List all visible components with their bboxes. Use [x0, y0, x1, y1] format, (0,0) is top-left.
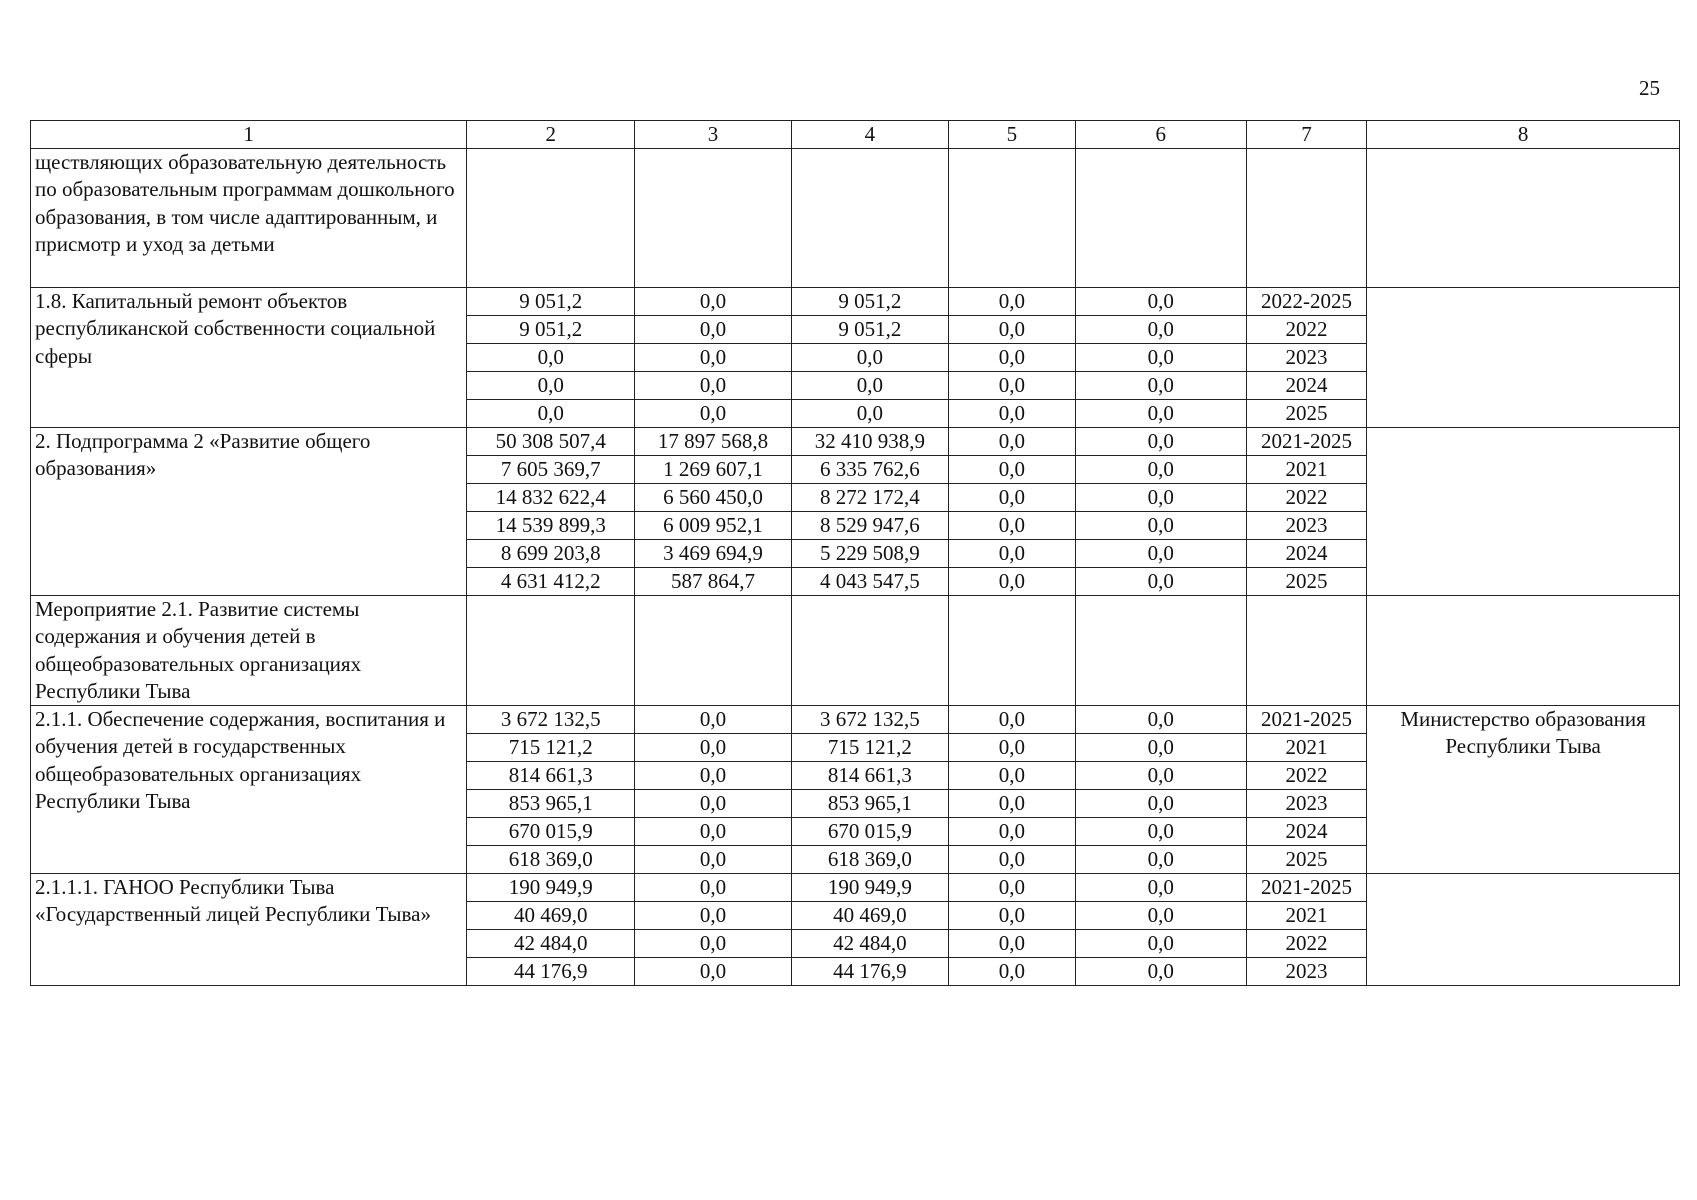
amount-cell: 9 051,2	[791, 288, 948, 316]
amount-cell: 0,0	[1075, 456, 1246, 484]
amount-cell: 0,0	[635, 930, 791, 958]
amount-cell: 0,0	[635, 846, 791, 874]
period-cell: 2022	[1246, 316, 1366, 344]
amount-cell: 0,0	[1075, 762, 1246, 790]
amount-cell: 0,0	[949, 818, 1076, 846]
amount-cell: 0,0	[467, 372, 635, 400]
amount-cell: 670 015,9	[791, 818, 948, 846]
amount-cell: 0,0	[1075, 540, 1246, 568]
amount-cell: 0,0	[1075, 372, 1246, 400]
amount-cell: 0,0	[949, 288, 1076, 316]
page-number: 25	[1639, 76, 1660, 100]
amount-cell: 0,0	[1075, 400, 1246, 428]
measure-title: Мероприятие 2.1. Развитие системы содержания и обучения детей в общеобразовательных организациях Республики Тыва	[31, 596, 467, 706]
budget-table	[30, 120, 1680, 986]
amount-cell: 8 699 203,8	[467, 540, 635, 568]
measure-row	[31, 596, 1680, 706]
amount-cell: 0,0	[949, 372, 1076, 400]
column-header: 1	[31, 121, 467, 149]
period-cell: 2025	[1246, 400, 1366, 428]
period-cell: 2021	[1246, 902, 1366, 930]
amount-cell: 0,0	[1075, 902, 1246, 930]
amount-cell: 0,0	[949, 762, 1076, 790]
amount-cell: 0,0	[949, 484, 1076, 512]
column-header: 5	[949, 121, 1076, 149]
amount-cell: 0,0	[949, 734, 1076, 762]
amount-cell: 0,0	[635, 706, 791, 734]
amount-cell: 0,0	[467, 400, 635, 428]
amount-cell: 814 661,3	[467, 762, 635, 790]
amount-cell: 6 009 952,1	[635, 512, 791, 540]
column-header: 2	[467, 121, 635, 149]
empty-cell	[1246, 149, 1366, 288]
amount-cell: 0,0	[635, 400, 791, 428]
amount-cell: 3 672 132,5	[791, 706, 948, 734]
column-header: 8	[1367, 121, 1680, 149]
amount-cell: 618 369,0	[467, 846, 635, 874]
amount-cell: 0,0	[635, 316, 791, 344]
period-cell: 2022	[1246, 484, 1366, 512]
amount-cell: 0,0	[1075, 512, 1246, 540]
amount-cell: 0,0	[1075, 428, 1246, 456]
amount-cell: 0,0	[949, 846, 1076, 874]
amount-cell: 0,0	[635, 958, 791, 986]
empty-cell	[635, 149, 791, 288]
amount-cell: 0,0	[1075, 874, 1246, 902]
empty-cell	[1075, 596, 1246, 706]
amount-cell: 44 176,9	[467, 958, 635, 986]
amount-cell: 0,0	[635, 734, 791, 762]
amount-cell: 0,0	[949, 874, 1076, 902]
amount-cell: 0,0	[1075, 344, 1246, 372]
amount-cell: 0,0	[635, 372, 791, 400]
amount-cell: 44 176,9	[791, 958, 948, 986]
amount-cell: 0,0	[635, 790, 791, 818]
amount-cell: 715 121,2	[467, 734, 635, 762]
column-header: 4	[791, 121, 948, 149]
amount-cell: 1 269 607,1	[635, 456, 791, 484]
empty-cell	[791, 596, 948, 706]
period-cell: 2023	[1246, 790, 1366, 818]
amount-cell: 0,0	[949, 456, 1076, 484]
amount-cell: 4 043 547,5	[791, 568, 948, 596]
empty-cell	[1246, 596, 1366, 706]
responsible-cell	[1367, 428, 1680, 596]
empty-cell	[635, 596, 791, 706]
column-header: 6	[1075, 121, 1246, 149]
item-title: 1.8. Капитальный ремонт объектов республиканской собственности социальной сферы	[31, 288, 467, 428]
amount-cell: 0,0	[1075, 958, 1246, 986]
table-row	[31, 428, 1680, 456]
amount-cell: 0,0	[1075, 846, 1246, 874]
amount-cell: 9 051,2	[791, 316, 948, 344]
amount-cell: 0,0	[949, 316, 1076, 344]
amount-cell: 0,0	[949, 930, 1076, 958]
amount-cell: 0,0	[635, 818, 791, 846]
amount-cell: 853 965,1	[467, 790, 635, 818]
period-cell: 2024	[1246, 818, 1366, 846]
empty-cell	[1367, 596, 1680, 706]
amount-cell: 0,0	[791, 344, 948, 372]
responsible-cell	[1367, 874, 1680, 986]
amount-cell: 0,0	[1075, 706, 1246, 734]
amount-cell: 0,0	[1075, 316, 1246, 344]
amount-cell: 0,0	[949, 706, 1076, 734]
intro-text: ществляющих образовательную деятельность по образовательным программам дошкольного образования, в том числе адаптированным, и присмотр и уход за детьми	[31, 149, 467, 288]
amount-cell: 6 335 762,6	[791, 456, 948, 484]
table-row	[31, 706, 1680, 734]
empty-cell	[467, 149, 635, 288]
amount-cell: 0,0	[949, 512, 1076, 540]
amount-cell: 3 672 132,5	[467, 706, 635, 734]
amount-cell: 0,0	[635, 902, 791, 930]
amount-cell: 0,0	[791, 400, 948, 428]
amount-cell: 0,0	[1075, 484, 1246, 512]
amount-cell: 618 369,0	[791, 846, 948, 874]
amount-cell: 587 864,7	[635, 568, 791, 596]
amount-cell: 0,0	[635, 874, 791, 902]
amount-cell: 17 897 568,8	[635, 428, 791, 456]
amount-cell: 6 560 450,0	[635, 484, 791, 512]
amount-cell: 190 949,9	[791, 874, 948, 902]
amount-cell: 0,0	[1075, 734, 1246, 762]
period-cell: 2021-2025	[1246, 706, 1366, 734]
period-cell: 2021	[1246, 734, 1366, 762]
amount-cell: 0,0	[1075, 930, 1246, 958]
period-cell: 2022	[1246, 762, 1366, 790]
column-header: 7	[1246, 121, 1366, 149]
amount-cell: 0,0	[949, 902, 1076, 930]
amount-cell: 715 121,2	[791, 734, 948, 762]
period-cell: 2023	[1246, 512, 1366, 540]
amount-cell: 14 832 622,4	[467, 484, 635, 512]
table-body	[31, 121, 1680, 986]
responsible-cell	[1367, 288, 1680, 428]
amount-cell: 670 015,9	[467, 818, 635, 846]
period-cell: 2022	[1246, 930, 1366, 958]
table-row	[31, 874, 1680, 902]
amount-cell: 0,0	[949, 344, 1076, 372]
empty-cell	[1075, 149, 1246, 288]
period-cell: 2024	[1246, 372, 1366, 400]
amount-cell: 0,0	[1075, 818, 1246, 846]
period-cell: 2021	[1246, 456, 1366, 484]
amount-cell: 40 469,0	[467, 902, 635, 930]
amount-cell: 0,0	[467, 344, 635, 372]
item-title: 2. Подпрограмма 2 «Развитие общего образования»	[31, 428, 467, 596]
empty-cell	[791, 149, 948, 288]
amount-cell: 0,0	[949, 568, 1076, 596]
amount-cell: 8 529 947,6	[791, 512, 948, 540]
amount-cell: 14 539 899,3	[467, 512, 635, 540]
amount-cell: 0,0	[949, 428, 1076, 456]
responsible-cell: Министерство образования Республики Тыва	[1367, 706, 1680, 874]
amount-cell: 0,0	[635, 762, 791, 790]
item-title: 2.1.1.1. ГАНОО Республики Тыва «Государственный лицей Республики Тыва»	[31, 874, 467, 986]
period-cell: 2021-2025	[1246, 428, 1366, 456]
amount-cell: 3 469 694,9	[635, 540, 791, 568]
amount-cell: 814 661,3	[791, 762, 948, 790]
period-cell: 2021-2025	[1246, 874, 1366, 902]
amount-cell: 0,0	[635, 344, 791, 372]
empty-cell	[467, 596, 635, 706]
amount-cell: 0,0	[791, 372, 948, 400]
amount-cell: 0,0	[949, 958, 1076, 986]
amount-cell: 0,0	[635, 288, 791, 316]
amount-cell: 40 469,0	[791, 902, 948, 930]
period-cell: 2022-2025	[1246, 288, 1366, 316]
period-cell: 2024	[1246, 540, 1366, 568]
period-cell: 2023	[1246, 344, 1366, 372]
amount-cell: 8 272 172,4	[791, 484, 948, 512]
amount-cell: 42 484,0	[467, 930, 635, 958]
amount-cell: 50 308 507,4	[467, 428, 635, 456]
period-cell: 2025	[1246, 846, 1366, 874]
empty-cell	[949, 596, 1076, 706]
amount-cell: 5 229 508,9	[791, 540, 948, 568]
column-number-row	[31, 121, 1680, 149]
item-title: 2.1.1. Обеспечение содержания, воспитания и обучения детей в государственных общеобразовательных организациях Республики Тыва	[31, 706, 467, 874]
amount-cell: 9 051,2	[467, 316, 635, 344]
column-header: 3	[635, 121, 791, 149]
period-cell: 2025	[1246, 568, 1366, 596]
empty-cell	[1367, 149, 1680, 288]
amount-cell: 853 965,1	[791, 790, 948, 818]
amount-cell: 0,0	[1075, 790, 1246, 818]
amount-cell: 7 605 369,7	[467, 456, 635, 484]
period-cell: 2023	[1246, 958, 1366, 986]
empty-cell	[949, 149, 1076, 288]
amount-cell: 9 051,2	[467, 288, 635, 316]
amount-cell: 0,0	[1075, 568, 1246, 596]
amount-cell: 32 410 938,9	[791, 428, 948, 456]
intro-row	[31, 149, 1680, 288]
amount-cell: 0,0	[949, 790, 1076, 818]
table-row	[31, 288, 1680, 316]
amount-cell: 0,0	[949, 400, 1076, 428]
amount-cell: 0,0	[949, 540, 1076, 568]
amount-cell: 4 631 412,2	[467, 568, 635, 596]
amount-cell: 190 949,9	[467, 874, 635, 902]
amount-cell: 0,0	[1075, 288, 1246, 316]
amount-cell: 42 484,0	[791, 930, 948, 958]
